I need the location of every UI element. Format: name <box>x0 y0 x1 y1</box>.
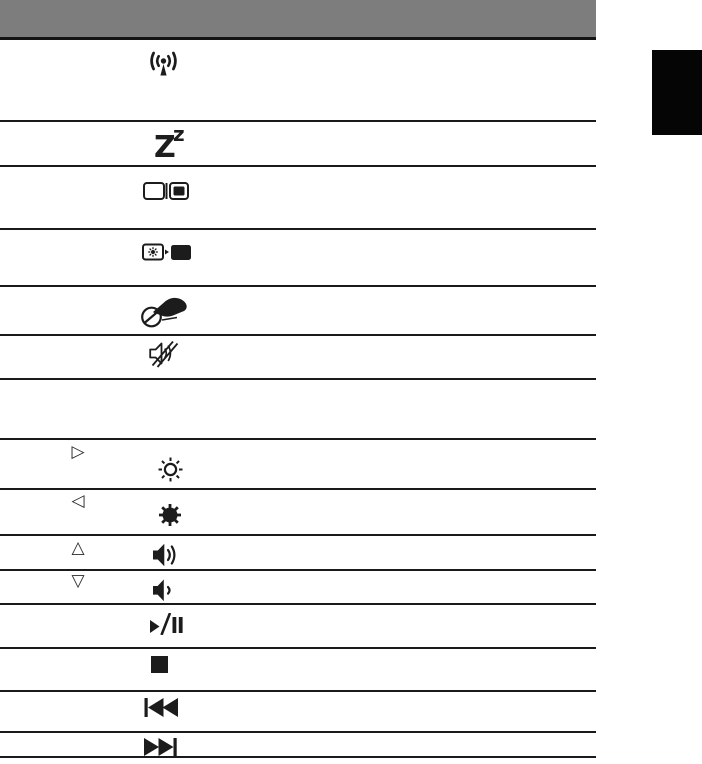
table-row <box>0 230 596 287</box>
touchpad-toggle-icon <box>140 294 191 328</box>
table-row <box>0 287 596 336</box>
sleep-icon: Z <box>154 130 176 165</box>
stop-icon <box>151 656 168 674</box>
brightness-down-icon <box>156 500 184 528</box>
table-header-bar <box>0 0 596 40</box>
up-arrow-key-icon: △ <box>71 538 85 558</box>
table-row <box>0 733 596 758</box>
table-row <box>0 605 596 649</box>
down-arrow-key-icon: ▽ <box>71 571 85 591</box>
table-row <box>0 336 596 380</box>
right-arrow-key-icon: ▷ <box>71 442 85 462</box>
table-row <box>0 440 596 490</box>
volume-up-icon <box>152 542 182 568</box>
table-row <box>0 490 596 536</box>
table-row <box>0 40 596 122</box>
next-track-icon <box>144 738 177 756</box>
table-row <box>0 571 596 605</box>
sleep-icon-small-z: z <box>173 122 185 146</box>
left-arrow-key-icon: ◁ <box>71 491 85 511</box>
table-row <box>0 122 596 167</box>
brightness-up-icon <box>157 456 184 483</box>
volume-down-icon <box>152 578 177 603</box>
wireless-icon <box>147 49 180 81</box>
display-backlight-off-icon <box>142 243 192 261</box>
table-row <box>0 380 596 440</box>
table-row <box>0 692 596 733</box>
table-row <box>0 536 596 571</box>
display-toggle-icon <box>143 182 189 200</box>
previous-track-icon <box>144 698 178 717</box>
play-pause-icon <box>150 613 184 635</box>
table-row <box>0 167 596 230</box>
speaker-mute-icon <box>149 339 179 368</box>
table-row <box>0 649 596 692</box>
language-side-tab <box>652 50 702 135</box>
